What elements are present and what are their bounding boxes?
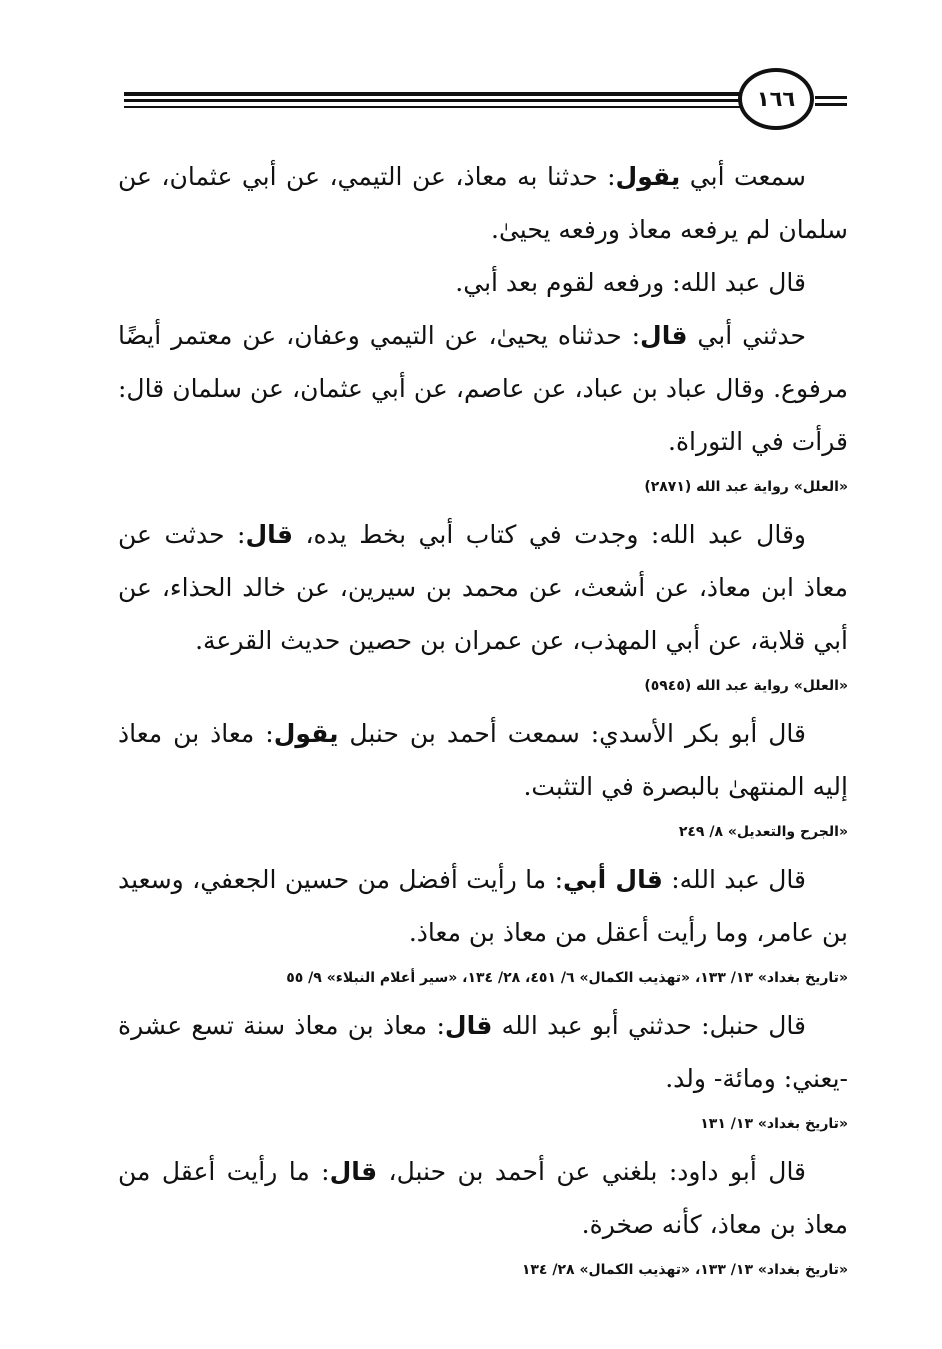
text: : ما رأيت أفضل من حسين الجعفي، وسعيد بن عامر، وما رأيت أعقل من معاذ بن معاذ.: [118, 865, 848, 947]
text: : حدثنا به معاذ، عن التيمي، عن أبي عثمان، عن سلمان لم يرفعه معاذ ورفعه يحيىٰ.: [118, 162, 848, 244]
header-rule: [124, 99, 742, 102]
page-body: [118, 150, 848, 1291]
text: قال حنبل: حدثني أبو عبد الله: [492, 1011, 806, 1040]
text: قال أبو داود: بلغني عن أحمد بن حنبل،: [377, 1157, 807, 1186]
source-citation: «تاريخ بغداد» ١٣/ ١٣١: [700, 1116, 848, 1132]
page-number: ١٦٦: [738, 68, 814, 130]
header-rule: [815, 103, 847, 106]
bold-term: يقول: [273, 719, 339, 748]
text: حدثني أبي: [687, 321, 806, 350]
text: : معاذ بن معاذ سنة تسع عشرة -يعني: ومائة- ولد.: [118, 1011, 848, 1093]
text: قال عبد الله: ورفعه لقوم بعد أبي.: [455, 268, 806, 297]
bold-term: يقول: [615, 162, 681, 191]
bold-term: قال: [245, 520, 293, 549]
bold-term: قال أبي: [563, 865, 663, 894]
header-rule: [815, 96, 847, 99]
text: قال أبو بكر الأسدي: سمعت أحمد بن حنبل: [338, 719, 807, 748]
source-citation: «العلل» رواية عبد الله (٥٩٤٥): [644, 678, 848, 694]
text: وقال عبد الله: وجدت في كتاب أبي بخط يده،: [292, 520, 806, 549]
paragraph: [118, 309, 848, 468]
text: : معاذ بن معاذ إليه المنتهىٰ بالبصرة في التثبت.: [118, 719, 848, 801]
source-citation: «الجرح والتعديل» ٨/ ٢٤٩: [678, 824, 848, 840]
paragraph: [118, 256, 848, 309]
source-citation: «العلل» رواية عبد الله (٢٨٧١): [644, 479, 848, 495]
paragraph: [118, 707, 848, 813]
paragraph: [118, 1145, 848, 1251]
header-rule: [124, 92, 742, 96]
text: قال عبد الله:: [662, 865, 806, 894]
header-rule: [124, 106, 742, 108]
paragraph: [118, 999, 848, 1105]
text: : حدثت عن معاذ ابن معاذ، عن أشعث، عن محمد بن سيرين، عن خالد الحذاء، عن أبي قلابة، عن أبي المهذب، عن عمران بن حصين حديث القرعة.: [118, 520, 848, 655]
text: : حدثناه يحيىٰ، عن التيمي وعفان، عن معتمر أيضًا مرفوع. وقال عباد بن عباد، عن عاصم، عن أبي عثمان، عن سلمان قال: قرأت في التوراة.: [118, 321, 848, 456]
source-citation: «تاريخ بغداد» ١٣/ ١٣٣، «تهذيب الكمال» ٢٨/ ١٣٤: [521, 1262, 848, 1278]
bold-term: قال: [444, 1011, 493, 1040]
text: : ما رأيت أعقل من معاذ بن معاذ، كأنه صخرة.: [118, 1157, 848, 1239]
text: سمعت أبي: [680, 162, 806, 191]
bold-term: قال: [640, 321, 688, 350]
paragraph: [118, 150, 848, 256]
page-header: [0, 0, 942, 150]
bold-term: قال: [329, 1157, 378, 1186]
paragraph: [118, 853, 848, 959]
paragraph: [118, 508, 848, 667]
source-citation: «تاريخ بغداد» ١٣/ ١٣٣، «تهذيب الكمال» ٦/ ٤٥١، ٢٨/ ١٣٤، «سير أعلام النبلاء» ٩/ ٥٥: [286, 970, 848, 986]
